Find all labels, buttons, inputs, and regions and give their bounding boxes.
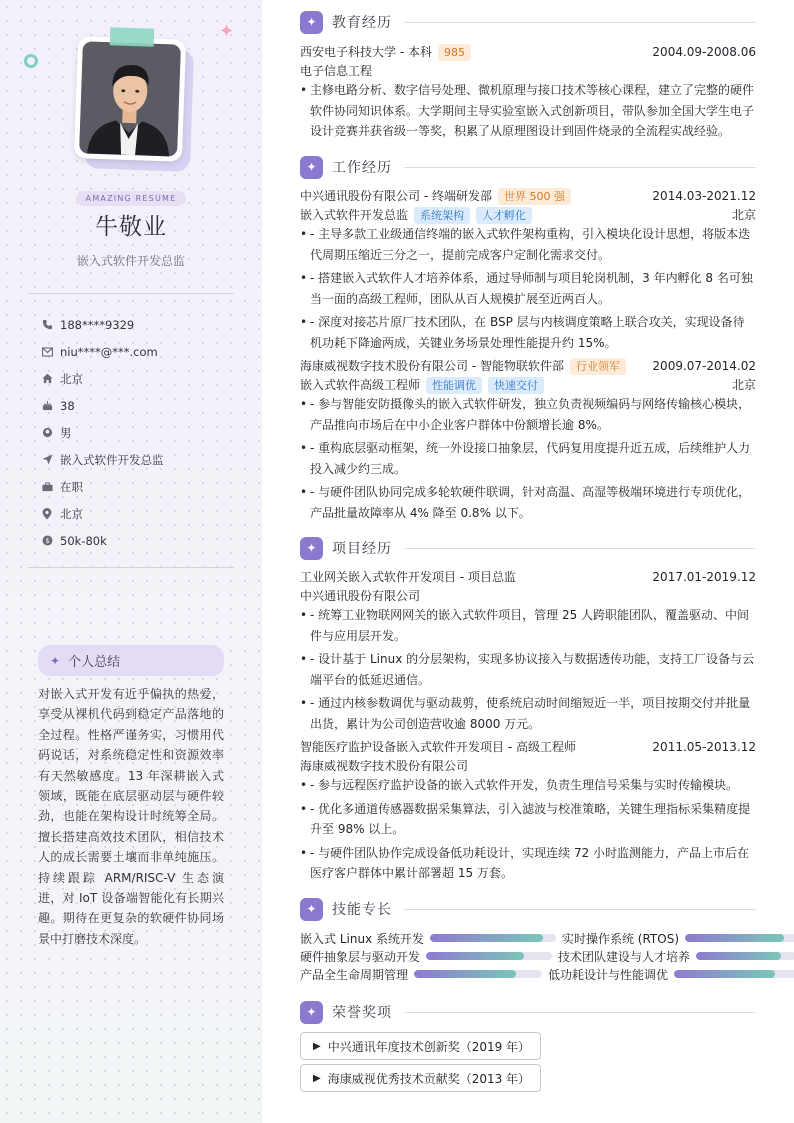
skill-bar (685, 934, 794, 942)
list-item: • - 重构底层驱动框架，统一外设接口抽象层，代码复用度提升近五成，后续维护人力投入减少约三成。 (300, 438, 756, 479)
work-entry (300, 356, 756, 523)
gender-icon (40, 426, 54, 440)
work-section (300, 155, 756, 526)
resume-badge: AMAZING RESUME (76, 191, 187, 206)
cake-icon (40, 399, 54, 413)
candidate-name: 牛敬业 (95, 214, 167, 240)
mail-icon (40, 345, 54, 359)
contact-info (40, 311, 240, 554)
info-row-age: 38 (40, 392, 240, 419)
skill-bar-fill (674, 970, 775, 978)
section-title: 技能专长 (332, 902, 392, 918)
section-title: 工作经历 (332, 160, 392, 176)
list-item: • - 与硬件团队协同完成多轮软硬件联调，针对高温、高湿等极端环境进行专项优化，产品批量故障率从 4% 降至 0.8% 以下。 (300, 482, 756, 523)
section-title: 项目经历 (332, 541, 392, 557)
home-icon (40, 372, 54, 386)
award-item[interactable]: ▶ 海康威视优秀技术贡献奖（2013 年） (300, 1064, 541, 1092)
list-item: • - 搭建嵌入式软件人才培养体系，通过导师制与项目轮岗机制，3 年内孵化 8 名可独当一面的高级工程师，团队从百人规模扩展至近两百人。 (300, 268, 756, 309)
info-row-gender: 男 (40, 419, 240, 446)
project-period: 2017.01-2019.12 (652, 569, 756, 584)
sparkle-icon: ✦ (219, 21, 235, 42)
summary-text: 对嵌入式开发有近乎偏执的热爱，享受从裸机代码到稳定产品落地的全过程。性格严谨务实，习惯用代码说话，对系统稳定性和资源效率有天然敏感度。13 年深耕嵌入式领域，既能在底层驱动层与硬件较劲，也能在架构设计时统筹全局。擅长搭建高效技术团队，相信技术人的成长需要土壤而非单纯施压。持续跟踪 ARM/RISC-V 生态演进，对 IoT 设备端智能化有长期兴趣。期待在更复杂的软硬件协同场景中打磨技术深度。 (38, 687, 224, 946)
skill-name: 技术团队建设与人才培养 (558, 949, 691, 964)
info-row-city: 北京 (40, 365, 240, 392)
section-title: 教育经历 (332, 15, 392, 31)
skill-bar (426, 952, 552, 960)
briefcase-icon (40, 480, 54, 494)
company-tag: 行业领军 (570, 358, 626, 375)
sparkle-icon: ✦ (300, 1001, 323, 1024)
info-row-email: niu****@***.com (40, 338, 240, 365)
info-row-target-city: 北京 (40, 500, 240, 527)
play-icon: ▶ (313, 1072, 321, 1084)
sparkle-icon: ✦ (300, 11, 323, 34)
list-item: • - 参与智能安防摄像头的嵌入式软件研发，独立负责视频编码与网络传输核心模块，产品推向市场后在中小企业客户群体中份额增长逾 8%。 (300, 394, 756, 435)
school-name: 西安电子科技大学 - 本科 (300, 44, 432, 59)
phone-icon (40, 318, 54, 332)
skill-tag: 人才孵化 (476, 207, 532, 224)
work-entry (300, 186, 756, 353)
skill-bar-fill (414, 970, 516, 978)
education-row (300, 42, 756, 61)
divider (28, 293, 234, 294)
work-period: 2009.07-2014.02 (652, 358, 756, 373)
skill-name: 低功耗设计与性能调优 (548, 967, 669, 982)
list-item: • - 统筹工业物联网网关的嵌入式软件项目，管理 25 人跨职能团队，覆盖驱动、中间件与应用层开发。 (300, 605, 756, 646)
skill-tag: 性能调优 (426, 377, 482, 394)
job-title: 嵌入式软件高级工程师 (300, 377, 421, 392)
avatar-photo (79, 41, 181, 156)
work-city: 北京 (731, 378, 756, 392)
skill-tag: 快速交付 (488, 377, 544, 394)
list-item: • - 与硬件团队协作完成设备低功耗设计，实现连续 72 小时监测能力，产品上市后在医疗客户群体中累计部署超 15 万套。 (300, 843, 756, 884)
award-item[interactable]: ▶ 中兴通讯年度技术创新奖（2019 年） (300, 1032, 541, 1060)
list-item: • - 通过内核参数调优与驱动裁剪，使系统启动时间缩短近一半，项目按期交付并批量出货，累计为公司创造营收逾 8000 万元。 (300, 693, 756, 734)
skill-bar (696, 952, 794, 960)
education-section (300, 10, 756, 145)
divider (28, 567, 234, 568)
location-pin-icon (40, 507, 54, 521)
salary-icon (40, 534, 54, 548)
info-row-salary: $ 50k-80k (40, 527, 240, 554)
skill-name: 嵌入式 Linux 系统开发 (300, 931, 424, 946)
job-title: 嵌入式软件开发总监 (300, 207, 409, 222)
school-tag: 985 (438, 44, 471, 61)
list-item: • 主修电路分析、数字信号处理、微机原理与接口技术等核心课程，建立了完整的硬件软件协同知识体系。大学期间主导实验室嵌入式创新项目，带队参加全国大学生电子设计竞赛并获省级一等奖，积累了从原理图设计到固件烧录的全流程实战经验。 (300, 80, 756, 142)
awards-section (300, 1000, 756, 1024)
list-item: • - 主导多款工业级通信终端的嵌入式软件架构重构，引入模块化设计思想，将版本迭代周期压缩近三分之一，提前完成客户定制化需求交付。 (300, 224, 756, 265)
project-org: 海康威视数字技术股份有限公司 (300, 759, 469, 773)
education-period: 2004.09-2008.06 (652, 44, 756, 59)
project-org: 中兴通讯股份有限公司 (300, 589, 421, 603)
skill-bar-fill (696, 952, 781, 960)
sidebar (0, 0, 262, 1123)
skill-bar-fill (426, 952, 524, 960)
list-item: • - 参与远程医疗监护设备的嵌入式软件开发，负责生理信号采集与实时传输模块。 (300, 775, 756, 796)
ring-decoration (24, 54, 38, 68)
skill-bar (430, 934, 556, 942)
company-tag: 世界 500 强 (498, 188, 571, 205)
play-icon: ▶ (313, 1040, 321, 1052)
skill-bar-fill (685, 934, 784, 942)
skills-section (300, 897, 756, 921)
info-row-position: 嵌入式软件开发总监 (40, 446, 240, 473)
project-entry (300, 737, 756, 884)
skills-list (300, 929, 794, 983)
send-icon (40, 453, 54, 467)
candidate-role: 嵌入式软件开发总监 (76, 254, 185, 268)
projects-section (300, 536, 756, 887)
sparkle-icon: ✦ (300, 537, 323, 560)
list-item: • - 优化多通道传感器数据采集算法，引入滤波与校准策略，关键生理指标采集精度提升至 98% 以上。 (300, 799, 756, 840)
skill-bar-fill (430, 934, 543, 942)
section-title: 荣誉奖项 (332, 1005, 392, 1021)
project-period: 2011.05-2013.12 (652, 739, 756, 754)
info-row-status: 在职 (40, 473, 240, 500)
project-entry (300, 567, 756, 734)
project-name: 工业网关嵌入式软件开发项目 - 项目总监 (300, 570, 516, 584)
summary-header: ✦ 个人总结 (38, 645, 224, 676)
skill-bar (414, 970, 542, 978)
skill-name: 产品全生命周期管理 (300, 967, 409, 982)
sparkle-icon: ✦ (50, 653, 61, 668)
sparkle-icon: ✦ (300, 156, 323, 179)
list-item: • - 深度对接芯片原厂技术团队，在 BSP 层与内核调度策略上联合攻关，实现设备待机功耗下降逾两成，关键业务场景处理性能提升约 15%。 (300, 312, 756, 353)
skill-bar (674, 970, 794, 978)
avatar (76, 38, 184, 160)
company-name: 海康威视数字技术股份有限公司 - 智能物联软件部 (300, 358, 564, 373)
skill-tag: 系统架构 (414, 207, 470, 224)
skill-name: 实时操作系统 (RTOS) (561, 931, 680, 946)
list-item: • - 设计基于 Linux 的分层架构，实现多协议接入与数据透传功能，支持工厂设备与云端平台的低延迟通信。 (300, 649, 756, 690)
major: 电子信息工程 (300, 64, 373, 78)
work-period: 2014.03-2021.12 (652, 188, 756, 203)
skill-name: 硬件抽象层与驱动开发 (300, 949, 421, 964)
sparkle-icon: ✦ (300, 898, 323, 921)
project-name: 智能医疗监护设备嵌入式软件开发项目 - 高级工程师 (300, 740, 576, 754)
tape-decoration (110, 27, 155, 47)
company-name: 中兴通讯股份有限公司 - 终端研发部 (300, 188, 492, 203)
svg-text:$: $ (44, 536, 50, 545)
info-row-phone: 188****9329 (40, 311, 240, 338)
work-city: 北京 (731, 208, 756, 222)
